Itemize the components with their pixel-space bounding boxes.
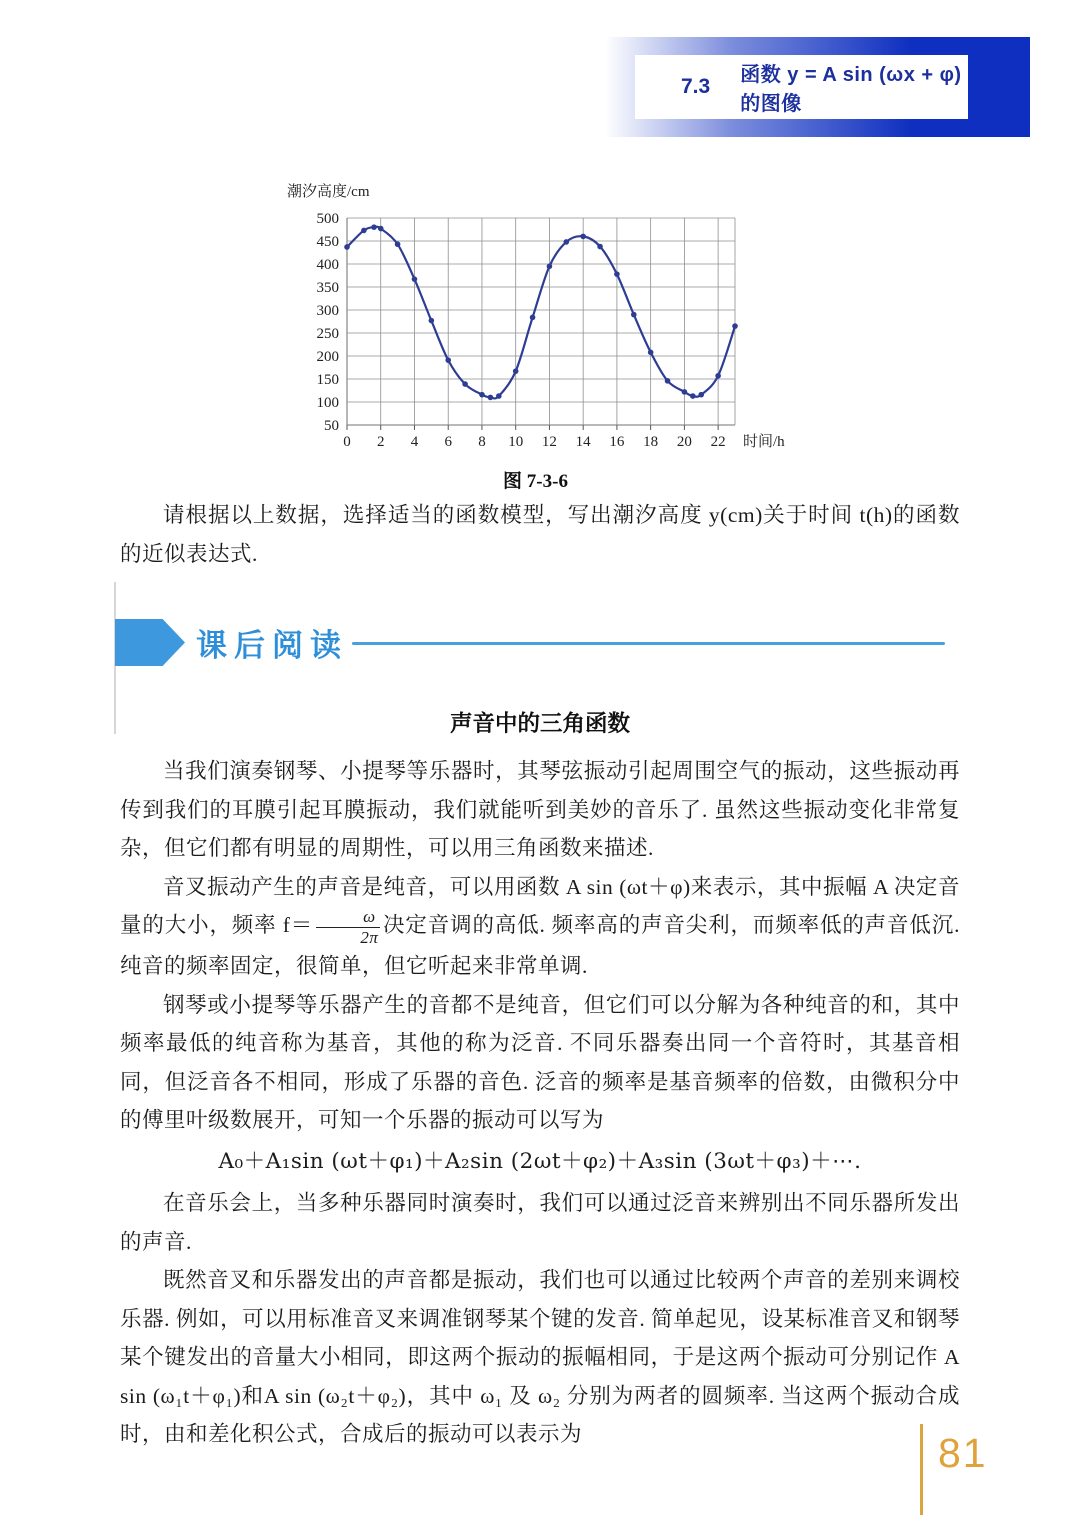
svg-text:300: 300 [316,303,339,319]
svg-text:100: 100 [316,395,339,411]
svg-text:50: 50 [324,418,339,434]
fraction-denominator: 2π [360,927,379,947]
folio-rule [920,1424,923,1515]
frequency-fraction [316,907,380,947]
svg-text:250: 250 [316,326,339,342]
svg-text:450: 450 [316,234,339,250]
svg-text:400: 400 [316,257,339,273]
svg-text:2: 2 [376,434,385,450]
svg-text:16: 16 [609,434,625,450]
fourier-series-formula: A₀＋A₁sin (ωt＋φ₁)＋A₂sin (2ωt＋φ₂)＋A₃sin (3ωt＋φ₃)＋⋯. [218,1148,862,1174]
svg-text:500: 500 [316,211,339,227]
paragraph-2-before-fraction: 音叉振动产生的声音是纯音，可以用函数 A sin (ωt＋φ)来表示，其中振幅 A 决定音量的大小，频率 f＝ [120,874,960,937]
section-header-band [605,37,1030,137]
svg-text:22: 22 [710,434,726,450]
tide-chart-figure [283,180,788,460]
svg-text:350: 350 [316,280,339,296]
article-body [120,752,960,1454]
after-class-reading-banner-label: 课后阅读 [196,628,348,663]
svg-text:4: 4 [410,434,419,450]
article-paragraph-5: 既然音叉和乐器发出的声音都是振动，我们也可以通过比较两个声音的差别来调校乐器. 例如，可以用标准音叉来调准钢琴某个键的发音. 简单起见，设某标准音叉和钢琴某个键发出的音量大小相同，即这两个振动的振幅相同，于是这两个振动可分别记作 A sin (ω₁t＋φ₁)和A sin (ω₂t＋φ₂)，其中 ω₁ 及 ω₂ 分别为两者的圆频率. 当这两个振动合成时，由和差化积公式，合成后的振动可以表示为 [120,1268,960,1447]
article-paragraph-3: 钢琴或小提琴等乐器产生的音都不是纯音，但它们可以分解为各种纯音的和，其中频率最低的纯音称为基音，其他的称为泛音. 不同乐器奏出同一个音符时，其基音相同，但泛音各不相同，形成了乐器的音色. 泛音的频率是基音频率的倍数，由微积分中的傅里叶级数展开，可知一个乐器的振动可以写为 [120,992,960,1133]
banner-arrow-icon [115,619,185,666]
figure-caption: 图 7-3-6 [503,471,568,492]
article-paragraph-1: 当我们演奏钢琴、小提琴等乐器时，其琴弦振动引起周围空气的振动，这些振动再传到我们的耳膜引起耳膜振动，我们就能听到美妙的音乐了. 虽然这些振动变化非常复杂，但它们都有明显的周期性，可以用三角函数来描述. [120,759,960,860]
banner-horizontal-rule [352,642,945,645]
section-number: 7.3 [681,75,711,98]
svg-text:20: 20 [676,434,692,450]
article-title: 声音中的三角函数 [449,711,630,736]
exercise-request-block [120,496,960,573]
paragraph-2-after-fraction: 决定音调的高低. 频率高的声音尖利，而频率低的声音低沉. 纯音的频率固定，很简单，但它听起来非常单调. [120,913,960,979]
svg-text:8: 8 [478,434,486,450]
article-paragraph-4: 在音乐会上，当多种乐器同时演奏时，我们可以通过泛音来辨别出不同乐器所发出的声音. [120,1191,960,1254]
svg-text:18: 18 [643,434,659,450]
fraction-numerator: ω [316,907,380,928]
svg-text:14: 14 [575,434,591,450]
svg-text:200: 200 [316,349,339,365]
article-paragraph-2 [120,868,960,986]
svg-text:潮汐高度/cm: 潮汐高度/cm [287,184,370,200]
svg-text:0: 0 [343,434,351,450]
page-number: 81 [938,1430,988,1476]
svg-text:150: 150 [316,372,339,388]
tide-line-chart [283,180,788,460]
svg-text:10: 10 [508,434,524,450]
section-header-title-box [635,55,968,119]
svg-text:12: 12 [541,434,557,450]
exercise-request-text: 请根据以上数据，选择适当的函数模型，写出潮汐高度 y(cm)关于时间 t(h)的函数的近似表达式. [120,503,960,566]
svg-text:时间/h: 时间/h [743,434,785,450]
section-title: 函数 y = A sin (ωx + φ)的图像 [740,64,962,115]
svg-text:6: 6 [444,434,452,450]
